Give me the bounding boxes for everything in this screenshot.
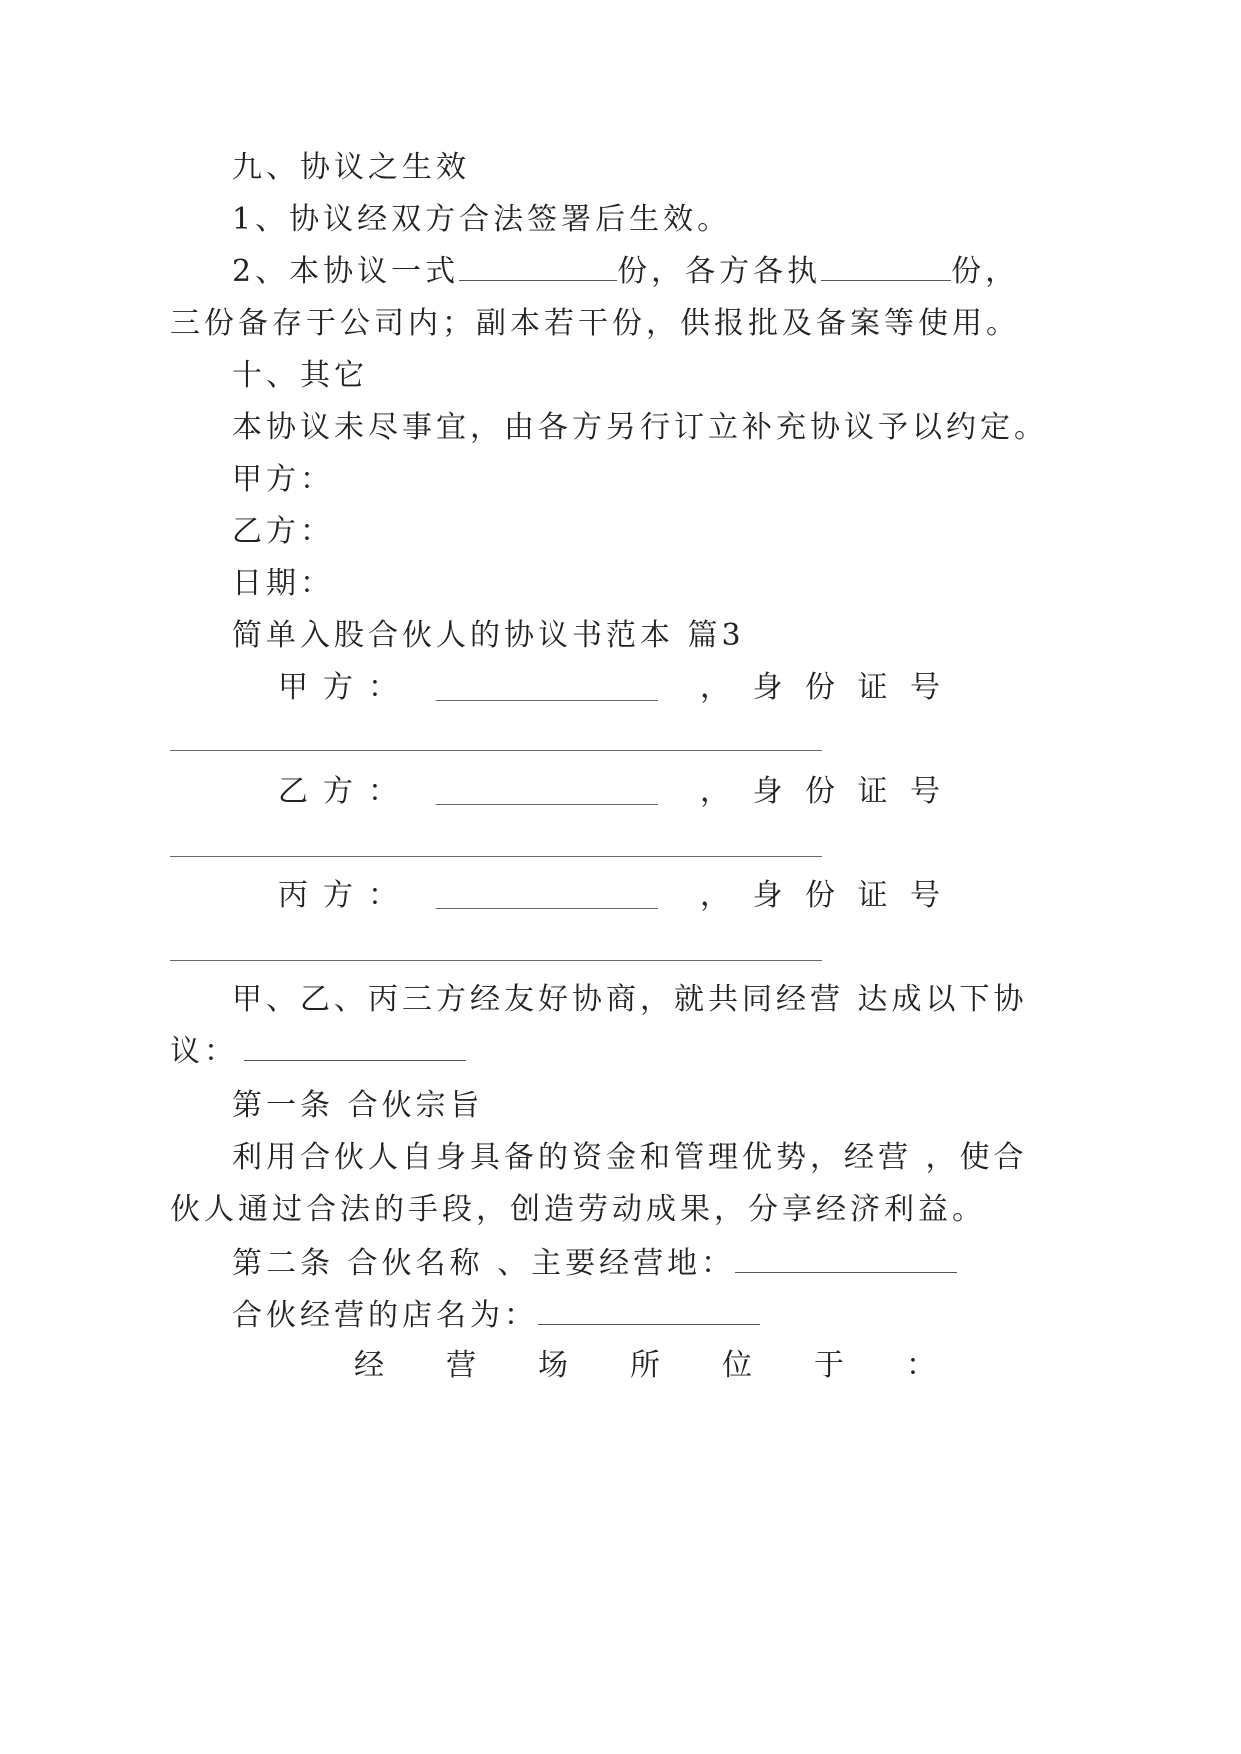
copies-each-blank bbox=[821, 252, 951, 281]
party-c-label-char: ： bbox=[368, 878, 398, 913]
party-b-id-char: 证 bbox=[857, 774, 888, 809]
party-a-id-char: ， bbox=[700, 670, 730, 705]
party-b-name-blank bbox=[436, 804, 658, 805]
shop-name-line bbox=[232, 1296, 760, 1336]
party-b-label-char: 方 bbox=[323, 774, 353, 809]
intro-line2-text: 议： bbox=[170, 1034, 238, 1069]
section9-item1: 1、协议经双方合法签署后生效。 bbox=[232, 202, 732, 237]
article1-line1: 利用合伙人自身具备的资金和管理优势，经营 ，使合 bbox=[232, 1140, 1028, 1175]
signature-party-a: 甲方： bbox=[232, 462, 334, 497]
party-a-id-char: 号 bbox=[910, 670, 940, 705]
party-c-id-blank bbox=[170, 960, 822, 961]
party-b-label-char: 乙 bbox=[278, 774, 308, 809]
intro-line2 bbox=[170, 1032, 466, 1072]
location-char: 于 bbox=[814, 1348, 844, 1383]
party-c-id-char: ， bbox=[700, 878, 730, 913]
shop-name-blank bbox=[538, 1296, 760, 1325]
section9-item2-continued: 三份备存于公司内；副本若干份，供报批及备案等使用。 bbox=[170, 306, 1020, 341]
party-b-label bbox=[278, 772, 398, 812]
party-a-name-blank bbox=[436, 700, 658, 701]
signature-party-b: 乙方： bbox=[232, 514, 334, 549]
item2-prefix: 2、本协议一式 bbox=[232, 254, 460, 289]
party-a-id-label bbox=[700, 668, 940, 708]
party-b-id-blank bbox=[170, 856, 822, 857]
party-c-label-char: 方 bbox=[323, 878, 353, 913]
intro-line1: 甲、乙、丙三方经友好协商，就共同经营 达成以下协 bbox=[232, 982, 1028, 1017]
party-b-id-char: ， bbox=[700, 774, 730, 809]
party-c-id-char: 身 bbox=[752, 878, 783, 913]
party-c-label-char: 丙 bbox=[278, 878, 308, 913]
section10-heading: 十、其它 bbox=[232, 358, 368, 393]
party-a-label-char: 甲 bbox=[278, 670, 308, 705]
location-char: 位 bbox=[722, 1348, 752, 1383]
section9-item2 bbox=[232, 252, 1019, 292]
party-a-id-blank bbox=[170, 750, 822, 751]
location-char: 经 bbox=[354, 1348, 384, 1383]
party-a-label-char: ： bbox=[368, 670, 398, 705]
party-c-name-blank bbox=[436, 908, 658, 909]
party-b-id-char: 号 bbox=[910, 774, 940, 809]
signature-date: 日期： bbox=[232, 566, 334, 601]
location-line bbox=[354, 1346, 936, 1386]
party-b-id-char: 身 bbox=[752, 774, 783, 809]
article2-heading-text: 第二条 合伙名称 、主要经营地： bbox=[232, 1246, 736, 1281]
part3-title: 简单入股合伙人的协议书范本 篇3 bbox=[232, 618, 745, 653]
article1-line2: 伙人通过合法的手段，创造劳动成果，分享经济利益。 bbox=[170, 1192, 986, 1227]
shop-name-text: 合伙经营的店名为： bbox=[232, 1298, 538, 1333]
article1-heading: 第一条 合伙宗旨 bbox=[232, 1088, 484, 1123]
location-char: 营 bbox=[446, 1348, 476, 1383]
party-c-id-char: 号 bbox=[910, 878, 940, 913]
party-b-label-char: ： bbox=[368, 774, 398, 809]
party-c-id-char: 份 bbox=[805, 878, 835, 913]
section9-heading: 九、协议之生效 bbox=[232, 150, 470, 185]
location-char: 场 bbox=[538, 1348, 568, 1383]
party-c-id-label bbox=[700, 876, 940, 916]
party-a-label bbox=[278, 668, 398, 708]
article2-heading bbox=[232, 1244, 957, 1284]
copies-total-blank bbox=[459, 252, 617, 281]
party-b-id-char: 份 bbox=[805, 774, 835, 809]
business-blank bbox=[244, 1032, 466, 1061]
item2-end: 份， bbox=[951, 254, 1020, 289]
party-a-id-char: 身 bbox=[752, 670, 783, 705]
item2-mid: 份，各方各执 bbox=[617, 254, 822, 289]
party-a-label-char: 方 bbox=[323, 670, 353, 705]
party-a-id-char: 证 bbox=[857, 670, 888, 705]
party-c-id-char: 证 bbox=[857, 878, 888, 913]
location-char: 所 bbox=[630, 1348, 660, 1383]
main-location-blank bbox=[735, 1244, 957, 1273]
party-b-id-label bbox=[700, 772, 940, 812]
location-char: ： bbox=[906, 1348, 936, 1383]
party-c-label bbox=[278, 876, 398, 916]
section10-body: 本协议未尽事宜，由各方另行订立补充协议予以约定。 bbox=[232, 410, 1048, 445]
party-a-id-char: 份 bbox=[805, 670, 835, 705]
